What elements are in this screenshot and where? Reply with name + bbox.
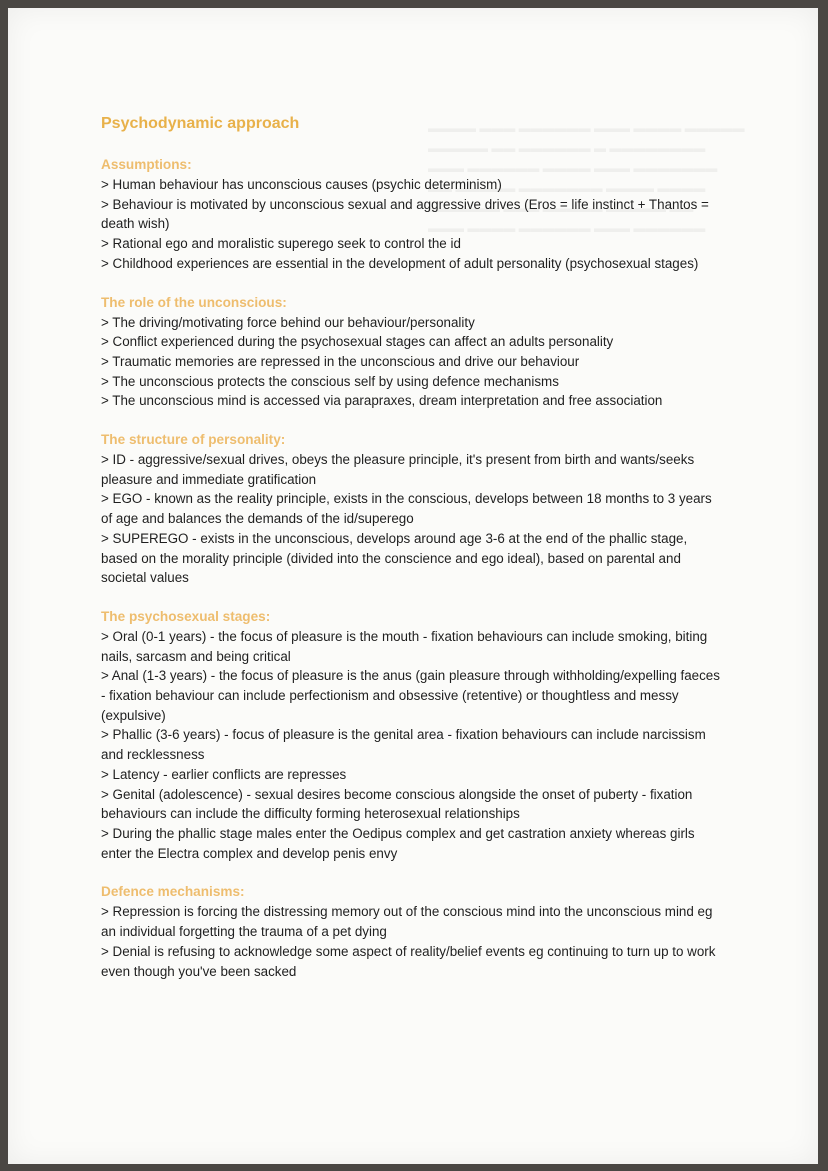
bullet-line: > EGO - known as the reality principle, exists in the conscious, develops between 18 months to 3 years of age and balances the demands of the id/superego <box>101 491 712 527</box>
bullet-line: > ID - aggressive/sexual drives, obeys the pleasure principle, it's present from birth and wants/seeks pleasure and immediate gratification <box>101 452 695 487</box>
bullet-line: > Behaviour is motivated by unconscious sexual and aggressive drives (Eros = life instinct + Thantos = death wish) <box>101 196 709 232</box>
section-heading: The structure of personality: <box>101 432 286 448</box>
section-role-of-unconscious <box>101 293 721 412</box>
section-heading: Defence mechanisms: <box>101 884 245 900</box>
section-heading: The role of the unconscious: <box>101 294 287 310</box>
notes-content <box>101 114 721 1000</box>
bullet-line: > Childhood experiences are essential in the development of adult personality (psychosexual stages) <box>101 255 699 271</box>
bullet-line: > During the phallic stage males enter the Oedipus complex and get castration anxiety whereas girls enter the Electra complex and develop penis envy <box>101 825 695 861</box>
section-defence-mechanisms <box>101 882 721 981</box>
section-structure-of-personality <box>101 430 721 588</box>
page-title: Psychodynamic approach <box>101 115 300 132</box>
bullet-line: > Genital (adolescence) - sexual desires become conscious alongside the onset of puberty - fixation behaviours can include the difficulty forming heterosexual relationships <box>101 786 693 822</box>
bullet-line: > The unconscious mind is accessed via parapraxes, dream interpretation and free association <box>101 393 663 409</box>
bullet-line: > Anal (1-3 years) - the focus of pleasure is the anus (gain pleasure through withholding/expelling faeces - fixation behaviour can include perfectionism and obsessive (retentive) or thoughtless and messy (expulsive) <box>101 668 720 723</box>
bullet-line: > Conflict experienced during the psychosexual stages can affect an adults personality <box>101 334 614 350</box>
document-page <box>8 8 818 1164</box>
bullet-line: > SUPEREGO - exists in the unconscious, develops around age 3-6 at the end of the phallic stage, based on the morality principle (divided into the conscience and ego ideal), based on parental and societal values <box>101 530 688 586</box>
bullet-line: > The unconscious protects the conscious self by using defence mechanisms <box>101 373 559 389</box>
bullet-line: > Latency - earlier conflicts are represses <box>101 766 347 782</box>
section-assumptions <box>101 155 721 274</box>
bullet-line: > Human behaviour has unconscious causes (psychic determinism) <box>101 177 502 192</box>
bullet-line: > Phallic (3-6 years) - focus of pleasure is the genital area - fixation behaviours can include narcissism and recklessness <box>101 727 706 763</box>
section-heading: The psychosexual stages: <box>101 608 271 624</box>
section-heading: Assumptions: <box>101 157 192 172</box>
bullet-line: > Traumatic memories are repressed in the unconscious and drive our behaviour <box>101 353 580 369</box>
section-psychosexual-stages <box>101 607 721 863</box>
bullet-line: > Oral (0-1 years) - the focus of pleasure is the mouth - fixation behaviours can include smoking, biting nails, sarcasm and being critical <box>101 628 708 664</box>
bullet-line: > The driving/motivating force behind our behaviour/personality <box>101 314 475 330</box>
bullet-line: > Denial is refusing to acknowledge some aspect of reality/belief events eg continuing to turn up to work even though you've been sacked <box>101 943 716 979</box>
bullet-line: > Rational ego and moralistic superego seek to control the id <box>101 236 461 252</box>
bullet-line: > Repression is forcing the distressing memory out of the conscious mind into the unconscious mind eg an individual forgetting the trauma of a pet dying <box>101 904 713 940</box>
